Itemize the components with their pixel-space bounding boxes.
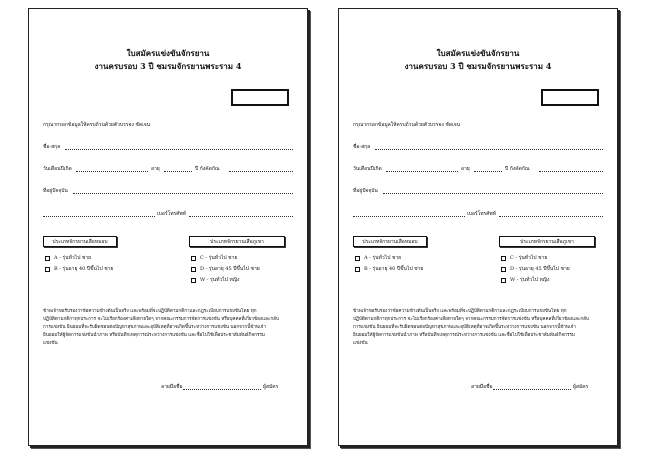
dob-field[interactable] xyxy=(76,171,148,172)
age-field[interactable] xyxy=(474,171,502,172)
form-subtitle: งานครบรอบ 3 ปี ชมรมจักรยานพระราม 4 xyxy=(94,61,242,71)
checkbox[interactable] xyxy=(191,256,196,261)
applicant-number-box[interactable] xyxy=(541,89,599,106)
address-label: ที่อยู่ปัจจุบัน xyxy=(43,188,68,194)
checkbox[interactable] xyxy=(355,267,360,272)
mountain-bike-section: ประเภทจักรยานเสือภูเขา xyxy=(189,236,285,247)
checkbox[interactable] xyxy=(355,256,360,261)
form-title: ใบสมัครแข่งขันจักรยาน xyxy=(126,48,210,58)
age-unit-label: ปี กังคัดกัณ xyxy=(505,166,530,172)
road-bike-section: ประเภทจักรยานเสือหมอบ xyxy=(43,236,117,247)
option-w[interactable]: W - รุ่นทั่วไป หญิง xyxy=(501,276,550,284)
applicant-number-box[interactable] xyxy=(231,89,289,106)
option-d[interactable]: D - รุ่นอายุ 45 ปีขึ้นไป ชาย xyxy=(191,265,260,273)
form-title: ใบสมัครแข่งขันจักรยาน xyxy=(436,48,520,58)
age-label: อายุ xyxy=(151,166,160,172)
application-form-right xyxy=(338,8,618,446)
address-field[interactable] xyxy=(383,193,603,194)
address-field-2[interactable] xyxy=(353,216,465,217)
signature-field[interactable] xyxy=(183,389,261,390)
form-subtitle: งานครบรอบ 3 ปี ชมรมจักรยานพระราม 4 xyxy=(404,61,552,71)
age-field[interactable] xyxy=(164,171,192,172)
checkbox[interactable] xyxy=(501,267,506,272)
signature-field[interactable] xyxy=(493,389,571,390)
checkbox[interactable] xyxy=(501,278,506,283)
signature-label: ลายมือชื่อ xyxy=(471,384,493,390)
option-a[interactable]: A - รุ่นทั่วไป ชาย xyxy=(355,254,401,262)
name-label: ชื่อ-สกุล xyxy=(353,144,371,150)
mountain-bike-section: ประเภทจักรยานเสือภูเขา xyxy=(499,236,595,247)
age-label: อายุ xyxy=(461,166,470,172)
name-field[interactable] xyxy=(65,149,293,150)
address-label: ที่อยู่ปัจจุบัน xyxy=(353,188,378,194)
checkbox[interactable] xyxy=(45,267,50,272)
group-field[interactable] xyxy=(229,171,293,172)
checkbox[interactable] xyxy=(501,256,506,261)
option-c[interactable]: C - รุ่นทั่วไป ชาย xyxy=(501,254,547,262)
option-w[interactable]: W - รุ่นทั่วไป หญิง xyxy=(191,276,240,284)
phone-label: เบอร์โทรศัพท์ xyxy=(467,211,497,217)
applicant-label: ผู้สมัคร xyxy=(263,384,279,390)
checkbox[interactable] xyxy=(191,278,196,283)
applicant-label: ผู้สมัคร xyxy=(573,384,589,390)
instruction-text: กรุณากรอกข้อมูลให้ครบถ้วนด้วยตัวบรรจง ชัดเจน xyxy=(43,122,151,128)
signature-label: ลายมือชื่อ xyxy=(161,384,183,390)
declaration-paragraph: ข้าพเจ้าขอรับรองว่าข้อความข้างต้นเป็นจริง และพร้อมที่จะปฏิบัติตามกติกาและกฎระเบียบการแข่งขันโดย ทุก ปฏิบัติตามกติกาทุกประการ จะไม่เรียกร้องค่าเสียหายใดๆ จากคณะกรรมการจัดการแข่งขัน หรือบุคคลที่เกี่ยวข้องและกลับ การแข่งขัน ยินยอมที่จะรับผิดชอบต่อปัญหาสุขภาพและอุบัติเหตุที่อาจเกิดขึ้นระหว่างการแข่งขัน นอกจากนี้ข้าพเจ้า ยินยอมให้ผู้จัดการแข่งขันนำภาพ หรือบันทึกเหตุการณ์ระหว่างการแข่งขัน และชื่อไปใช้เพื่อประชาสัมพันธ์กิจกรรม แข่งขัน xyxy=(43,309,279,346)
checkbox[interactable] xyxy=(191,267,196,272)
application-form-left xyxy=(28,8,308,446)
declaration-paragraph: ข้าพเจ้าขอรับรองว่าข้อความข้างต้นเป็นจริง และพร้อมที่จะปฏิบัติตามกติกาและกฎระเบียบการแข่งขันโดย ทุก ปฏิบัติตามกติกาทุกประการ จะไม่เรียกร้องค่าเสียหายใดๆ จากคณะกรรมการจัดการแข่งขัน หรือบุคคลที่เกี่ยวข้องและกลับ การแข่งขัน ยินยอมที่จะรับผิดชอบต่อปัญหาสุขภาพและอุบัติเหตุที่อาจเกิดขึ้นระหว่างการแข่งขัน นอกจากนี้ข้าพเจ้า ยินยอมให้ผู้จัดการแข่งขันนำภาพ หรือบันทึกเหตุการณ์ระหว่างการแข่งขัน และชื่อไปใช้เพื่อประชาสัมพันธ์กิจกรรม แข่งขัน xyxy=(353,309,589,346)
address-field[interactable] xyxy=(73,193,293,194)
dob-label: วันเดือนปีเกิด xyxy=(353,166,382,172)
address-field-2[interactable] xyxy=(43,216,155,217)
option-a[interactable]: A - รุ่นทั่วไป ชาย xyxy=(45,254,91,262)
option-b[interactable]: B - รุ่นอายุ 40 ปีขึ้นไป ชาย xyxy=(45,265,113,273)
phone-field[interactable] xyxy=(499,216,603,217)
checkbox[interactable] xyxy=(45,256,50,261)
age-unit-label: ปี กังคัดกัณ xyxy=(195,166,220,172)
dob-label: วันเดือนปีเกิด xyxy=(43,166,72,172)
option-d[interactable]: D - รุ่นอายุ 45 ปีขึ้นไป ชาย xyxy=(501,265,570,273)
option-b[interactable]: B - รุ่นอายุ 40 ปีขึ้นไป ชาย xyxy=(355,265,423,273)
phone-field[interactable] xyxy=(189,216,293,217)
option-c[interactable]: C - รุ่นทั่วไป ชาย xyxy=(191,254,237,262)
name-field[interactable] xyxy=(375,149,603,150)
instruction-text: กรุณากรอกข้อมูลให้ครบถ้วนด้วยตัวบรรจง ชัดเจน xyxy=(353,122,461,128)
group-field[interactable] xyxy=(539,171,603,172)
phone-label: เบอร์โทรศัพท์ xyxy=(157,211,187,217)
dob-field[interactable] xyxy=(386,171,458,172)
road-bike-section: ประเภทจักรยานเสือหมอบ xyxy=(353,236,427,247)
name-label: ชื่อ-สกุล xyxy=(43,144,61,150)
